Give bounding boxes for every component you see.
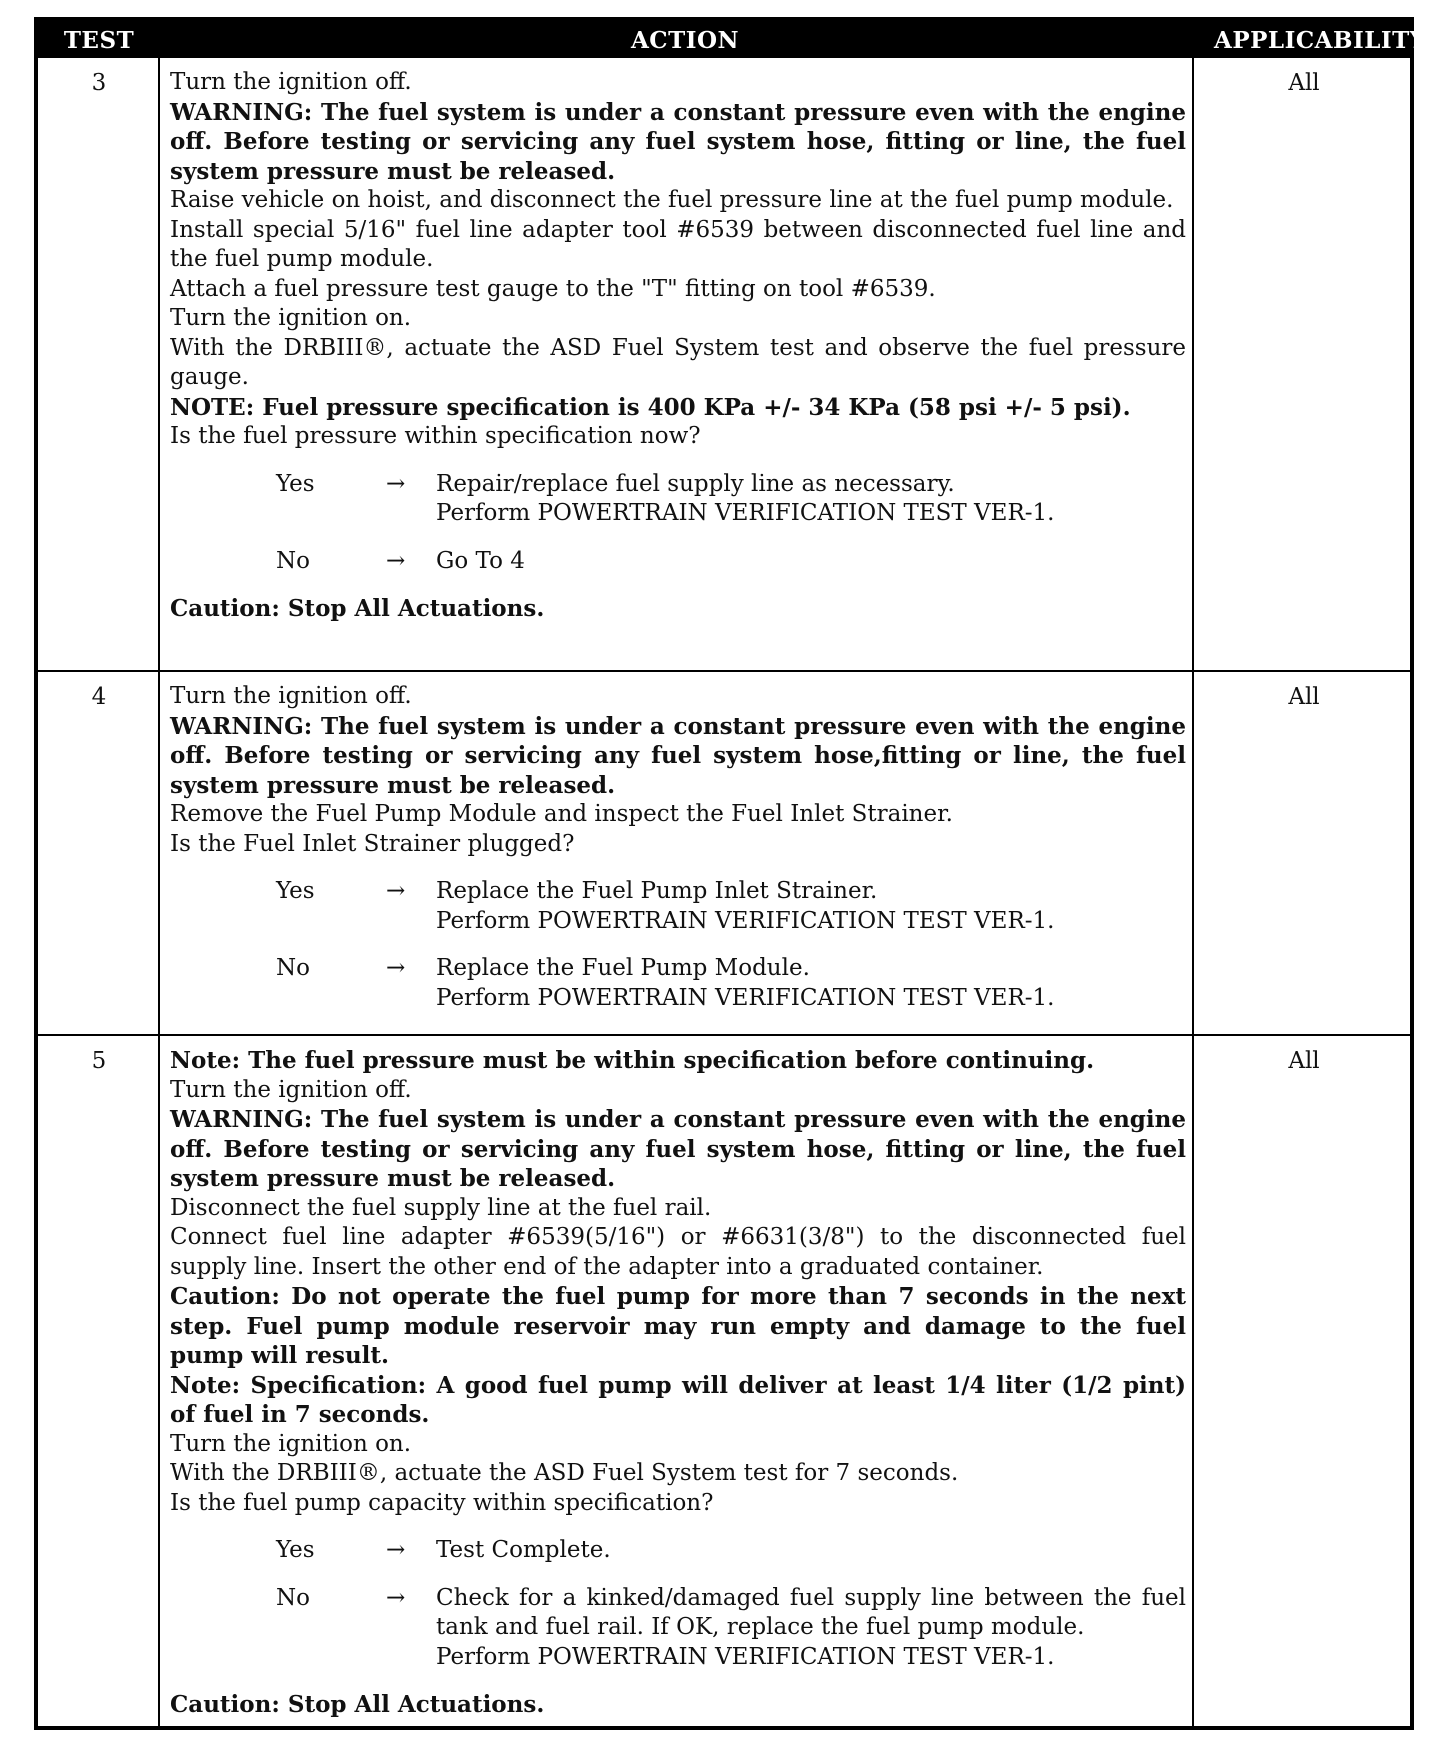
caution-text: Caution: Stop All Actuations. (170, 595, 545, 622)
step-text: With the DRBIII®, actuate the ASD Fuel System test for 7 seconds. (170, 1460, 959, 1486)
note-text: Note: Specification: A good fuel pump will deliver at least 1/4 liter (1/2 pint) of fuel in 7 seconds. (170, 1371, 1186, 1428)
applicability-value: All (1288, 70, 1320, 96)
action-cell (170, 682, 1186, 1013)
yes-text: Repair/replace fuel supply line as necessary. (436, 470, 955, 497)
no-text: Perform POWERTRAIN VERIFICATION TEST VER-1. (436, 984, 1055, 1011)
yes-answer (170, 877, 1186, 936)
question-text: Is the Fuel Inlet Strainer plugged? (170, 830, 575, 857)
step-text: Install special 5/16" fuel line adapter tool #6539 between disconnected fuel line and the fuel pump module. (170, 216, 1186, 272)
test-number: 5 (91, 1048, 107, 1074)
no-text: Check for a kinked/damaged fuel supply line between the fuel tank and fuel rail. If OK, replace the fuel pump module. (436, 1584, 1186, 1640)
no-label: No (276, 955, 310, 981)
note-text: Note: The fuel pressure must be within specification before continuing. (170, 1047, 1095, 1074)
warning-text: WARNING: The fuel system is under a constant pressure even with the engine off. Before testing or servicing any fuel system hose, fitting or line, the fuel system pressure must be released. (170, 1106, 1186, 1192)
no-label: No (276, 547, 310, 574)
arrow-icon: → (386, 1584, 406, 1611)
step-text: Remove the Fuel Pump Module and inspect the Fuel Inlet Strainer. (170, 801, 953, 827)
step-text: Disconnect the fuel supply line at the fuel rail. (170, 1194, 712, 1221)
step-text: Turn the ignition off. (170, 1076, 412, 1103)
step-text: Attach a fuel pressure test gauge to the "T" fitting on tool #6539. (170, 275, 936, 302)
applicability-value: All (1288, 684, 1320, 710)
no-answer (170, 954, 1186, 1013)
header-test: TEST (63, 27, 135, 54)
no-text: Go To 4 (436, 547, 525, 574)
header-applicability: APPLICABILITY (1214, 27, 1427, 54)
question-text: Is the fuel pump capacity within specification? (170, 1489, 714, 1516)
test-number: 4 (91, 684, 107, 710)
yes-text: Test Complete. (436, 1537, 611, 1563)
step-text: Turn the ignition off. (170, 69, 412, 95)
no-answer (170, 1584, 1186, 1673)
yes-answer (170, 1536, 1186, 1566)
caution-text: Caution: Stop All Actuations. (170, 1691, 545, 1718)
table-row (38, 58, 1410, 672)
step-text: Turn the ignition on. (170, 1430, 412, 1457)
warning-text: WARNING: The fuel system is under a constant pressure even with the engine off. Before testing or servicing any fuel system hose,fitting or line, the fuel system pressure must be released. (170, 712, 1186, 799)
step-text: With the DRBIII®, actuate the ASD Fuel System test and observe the fuel pressure gauge. (170, 334, 1186, 390)
table-row (38, 1036, 1410, 1726)
header-action: ACTION (630, 27, 740, 54)
no-answer (170, 547, 1186, 577)
arrow-icon: → (386, 1537, 406, 1563)
table-row (38, 672, 1410, 1036)
action-cell (170, 1046, 1186, 1720)
applicability-value: All (1288, 1048, 1320, 1074)
arrow-icon: → (386, 955, 406, 981)
step-text: Turn the ignition on. (170, 305, 412, 331)
step-text: Raise vehicle on hoist, and disconnect the fuel pressure line at the fuel pump module. (170, 187, 1174, 213)
step-text: Connect fuel line adapter #6539(5/16") or #6631(3/8") to the disconnected fuel supply line. Insert the other end of the adapter into a graduated container. (170, 1224, 1186, 1280)
no-text: Replace the Fuel Pump Module. (436, 955, 810, 981)
yes-text: Perform POWERTRAIN VERIFICATION TEST VER-1. (436, 500, 1055, 526)
no-label: No (276, 1584, 310, 1611)
arrow-icon: → (386, 470, 406, 497)
arrow-icon: → (386, 878, 406, 904)
note-text: NOTE: Fuel pressure specification is 400 KPa +/- 34 KPa (58 psi +/- 5 psi). (170, 393, 1131, 421)
step-text: Turn the ignition off. (170, 683, 412, 709)
caution-text: Caution: Do not operate the fuel pump for more than 7 seconds in the next step. Fuel pump module reservoir may run empty and damage to the fuel pump will result. (170, 1283, 1186, 1369)
action-cell (170, 68, 1186, 624)
no-text: Perform POWERTRAIN VERIFICATION TEST VER-1. (436, 1643, 1055, 1670)
yes-label: Yes (276, 1537, 315, 1563)
yes-label: Yes (276, 470, 315, 497)
test-number: 3 (91, 70, 107, 96)
yes-text: Replace the Fuel Pump Inlet Strainer. (436, 878, 878, 904)
question-text: Is the fuel pressure within specification now? (170, 423, 701, 449)
table-header (38, 21, 1427, 58)
yes-label: Yes (276, 878, 315, 904)
diagnostic-table (34, 17, 1427, 1730)
arrow-icon: → (386, 547, 406, 574)
yes-answer (170, 470, 1186, 529)
yes-text: Perform POWERTRAIN VERIFICATION TEST VER-1. (436, 907, 1055, 934)
warning-text: WARNING: The fuel system is under a constant pressure even with the engine off. Before testing or servicing any fuel system hose, fitting or line, the fuel system pressure must be released. (170, 98, 1186, 185)
